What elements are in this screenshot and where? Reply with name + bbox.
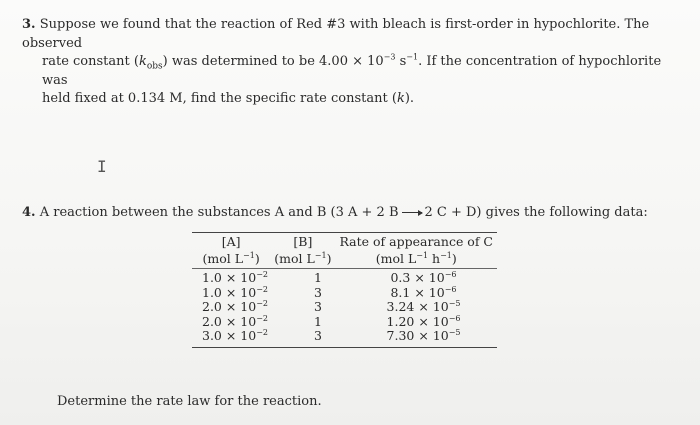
data-table bbox=[192, 232, 497, 348]
kobs-sub: obs bbox=[146, 61, 163, 72]
q3-l3-b: ). bbox=[404, 91, 415, 106]
cell-b: 1 bbox=[314, 270, 322, 285]
cell-a-val: 1.0 × 10 bbox=[202, 284, 257, 300]
cell-a-exp: −2 bbox=[256, 269, 269, 279]
kobs-k: k bbox=[138, 54, 147, 69]
unit-rate bbox=[335, 250, 497, 267]
unit-a-end: ) bbox=[254, 251, 260, 266]
rate-law-prompt: Determine the rate law for the reaction. bbox=[57, 394, 322, 409]
cell-r-val: 7.30 × 10 bbox=[386, 328, 449, 344]
cell-b: 1 bbox=[314, 313, 322, 329]
table-row bbox=[192, 286, 497, 301]
cell-r-exp: −6 bbox=[444, 269, 457, 279]
table-header-rule bbox=[192, 268, 497, 269]
unit-r-end: ) bbox=[451, 251, 457, 266]
cell-a-exp: −2 bbox=[256, 299, 269, 309]
table-bottom-rule bbox=[192, 347, 497, 348]
header-a: [A] bbox=[221, 234, 241, 249]
header-row-1 bbox=[192, 233, 497, 250]
cell-a bbox=[192, 271, 286, 286]
question-4 bbox=[22, 204, 682, 223]
q3-l2-d: . If the concentration of hypochlorite was bbox=[42, 54, 662, 88]
q3-exp1: −3 bbox=[383, 52, 396, 62]
unit-r-mid: h bbox=[428, 251, 441, 266]
unit-b-end: ) bbox=[326, 251, 332, 266]
question-3-number: 3. bbox=[22, 17, 36, 32]
cell-a-exp: −2 bbox=[256, 328, 269, 338]
question-3-line-3 bbox=[22, 90, 682, 109]
table-row bbox=[192, 271, 497, 286]
cell-a-val: 2.0 × 10 bbox=[202, 313, 257, 329]
header-row-2 bbox=[192, 250, 497, 267]
q3-l3-a: held fixed at 0.134 M, find the specific rate constant ( bbox=[42, 91, 397, 106]
q3-l3-k: k bbox=[396, 91, 405, 106]
cell-r-exp: −6 bbox=[444, 284, 457, 294]
q3-exp2: −1 bbox=[406, 52, 419, 62]
cell-rate bbox=[350, 286, 497, 301]
cell-rate bbox=[350, 315, 497, 330]
cell-a bbox=[192, 300, 286, 315]
q3-l2-a: rate constant ( bbox=[42, 54, 139, 69]
unit-a-exp: −1 bbox=[243, 250, 255, 260]
cell-a-val: 3.0 × 10 bbox=[202, 328, 257, 344]
question-3-line-1 bbox=[22, 16, 682, 53]
unit-b-exp: −1 bbox=[314, 250, 327, 260]
q3-l2-b: ) was determined to be 4.00 × 10 bbox=[162, 54, 384, 69]
unit-a-text: (mol L bbox=[202, 251, 244, 266]
header-b: [B] bbox=[293, 234, 313, 249]
cell-a-exp: −2 bbox=[256, 284, 269, 294]
unit-a bbox=[192, 250, 270, 267]
unit-b-text: (mol L bbox=[274, 251, 315, 266]
question-4-number: 4. bbox=[22, 205, 36, 220]
cell-a bbox=[192, 315, 286, 330]
cell-r-exp: −6 bbox=[448, 313, 461, 323]
question-3-text-1: Suppose we found that the reaction of Red #3 with bleach is first-order in hypochlorite. The observed bbox=[22, 17, 650, 51]
cell-r-val: 1.20 × 10 bbox=[386, 313, 449, 329]
unit-r-text: (mol L bbox=[375, 251, 417, 266]
text-cursor-icon: I bbox=[97, 157, 107, 176]
cell-r-val: 0.3 × 10 bbox=[390, 270, 445, 285]
cell-b: 3 bbox=[314, 299, 322, 315]
cell-r-val: 8.1 × 10 bbox=[390, 284, 445, 300]
unit-r-exp2: −1 bbox=[440, 250, 452, 260]
cell-a-val: 2.0 × 10 bbox=[202, 299, 257, 315]
cell-r-exp: −5 bbox=[448, 299, 461, 309]
table-row bbox=[192, 300, 497, 315]
cell-a bbox=[192, 286, 286, 301]
cell-a-val: 1.0 × 10 bbox=[202, 270, 257, 285]
cell-rate bbox=[350, 329, 497, 344]
cell-r-val: 3.24 × 10 bbox=[386, 299, 449, 315]
header-rate: Rate of appearance of C bbox=[339, 234, 493, 249]
cell-b: 3 bbox=[314, 328, 322, 344]
question-4-text-b: 2 C + D) gives the following data: bbox=[424, 205, 648, 220]
cell-r-exp: −5 bbox=[448, 328, 461, 338]
unit-b bbox=[270, 250, 335, 267]
cell-rate bbox=[350, 300, 497, 315]
cell-a-exp: −2 bbox=[256, 313, 269, 323]
question-3-line-2 bbox=[22, 53, 682, 90]
cell-a bbox=[192, 329, 286, 344]
table-row bbox=[192, 315, 497, 330]
cell-rate bbox=[350, 271, 497, 286]
reaction-arrow-icon bbox=[402, 212, 422, 213]
table-row bbox=[192, 329, 497, 344]
question-4-text-a: A reaction between the substances A and B (3 A + 2 B bbox=[39, 205, 399, 220]
cell-b: 3 bbox=[314, 284, 322, 300]
question-3 bbox=[22, 16, 682, 109]
unit-r-exp1: −1 bbox=[416, 250, 429, 260]
q3-l2-c: s bbox=[395, 54, 407, 69]
